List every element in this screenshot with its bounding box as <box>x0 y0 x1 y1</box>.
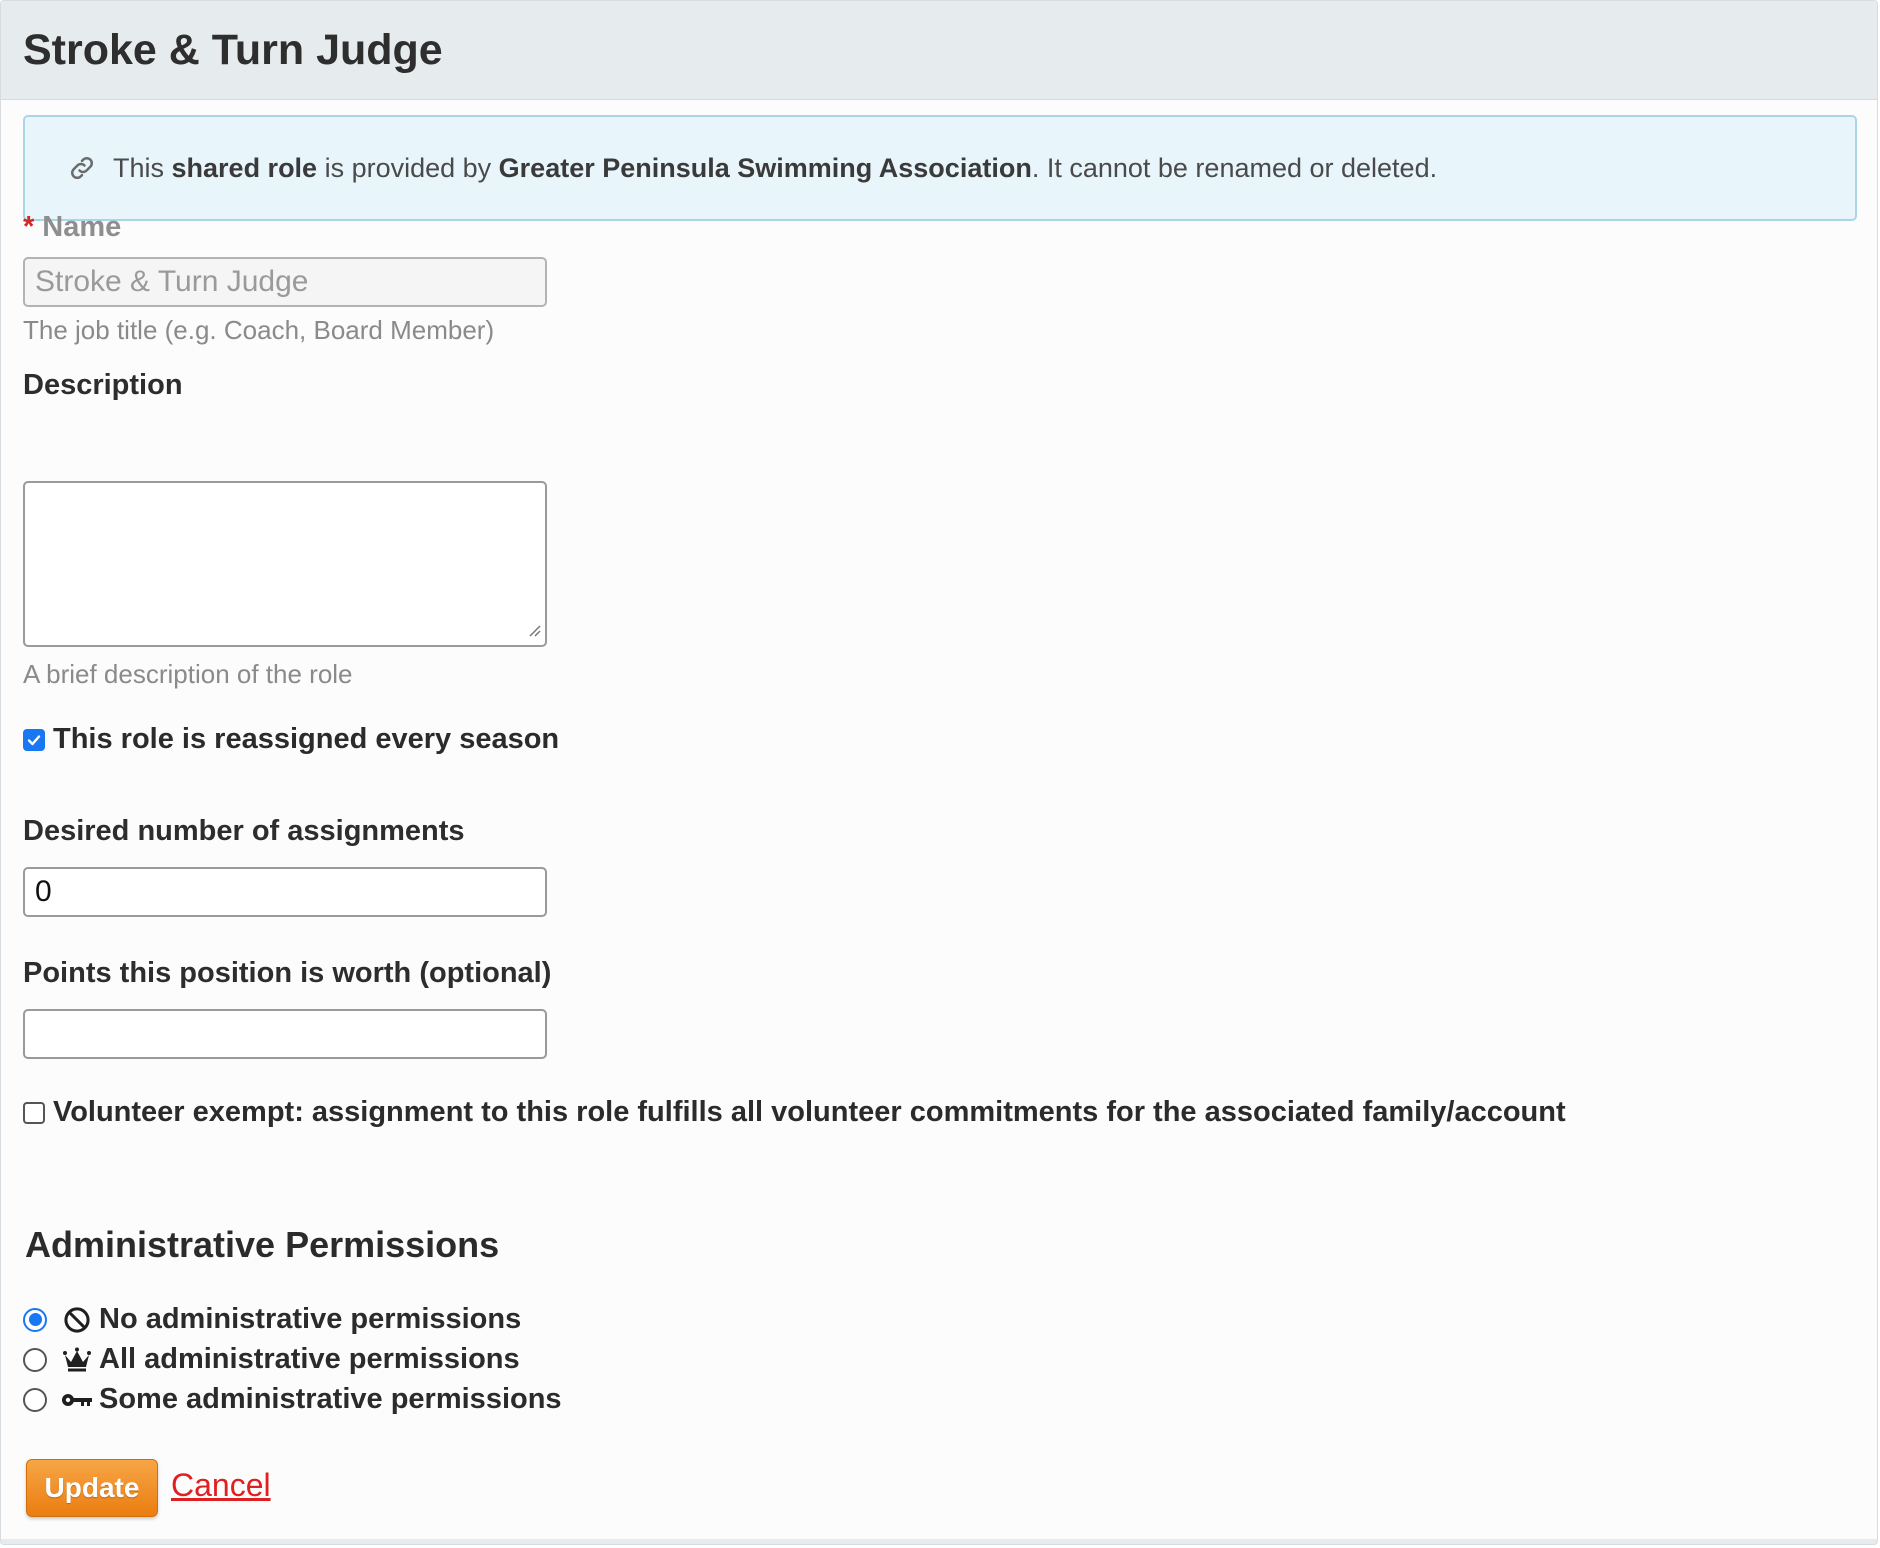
name-input[interactable] <box>23 257 547 307</box>
check-icon <box>26 732 42 748</box>
notice-text: This shared role is provided by Greater Peninsula Swimming Association. It cannot be renamed or deleted. <box>113 152 1438 183</box>
volunteer-exempt-label: Volunteer exempt: assignment to this role fulfills all volunteer commitments for the associated family/account <box>53 1096 1566 1128</box>
link-icon <box>67 153 97 183</box>
description-help: A brief description of the role <box>23 659 353 689</box>
page-title: Stroke & Turn Judge <box>23 25 443 74</box>
reassigned-checkbox-row[interactable] <box>23 723 559 756</box>
notice-provider: Greater Peninsula Swimming Association <box>498 152 1032 183</box>
permission-option-none[interactable] <box>23 1303 521 1336</box>
crown-icon <box>61 1346 93 1374</box>
points-input[interactable] <box>23 1009 547 1059</box>
update-button[interactable]: Update <box>26 1459 158 1517</box>
shared-role-notice <box>23 115 1857 221</box>
description-label: Description <box>23 369 183 401</box>
bottom-divider <box>1 1539 1878 1545</box>
permission-label-none: No administrative permissions <box>99 1303 522 1335</box>
volunteer-exempt-checkbox[interactable] <box>23 1102 45 1124</box>
notice-role-type: shared role <box>171 152 318 183</box>
reassigned-checkbox[interactable] <box>23 729 45 751</box>
description-textarea[interactable] <box>23 481 547 647</box>
permissions-title: Administrative Permissions <box>25 1224 500 1265</box>
name-help: The job title (e.g. Coach, Board Member) <box>23 315 495 345</box>
permission-radio-all[interactable] <box>23 1348 47 1372</box>
required-marker: * <box>23 211 35 243</box>
name-label: * Name <box>23 211 122 243</box>
desired-assignments-label: Desired number of assignments <box>23 815 465 847</box>
permission-label-some: Some administrative permissions <box>99 1383 562 1415</box>
cancel-link[interactable]: Cancel <box>171 1467 271 1503</box>
permission-option-some[interactable] <box>23 1383 562 1416</box>
desired-assignments-input[interactable] <box>23 867 547 917</box>
ban-icon <box>61 1306 93 1334</box>
reassigned-label: This role is reassigned every season <box>53 723 560 755</box>
key-icon <box>61 1386 93 1414</box>
points-label: Points this position is worth (optional) <box>23 957 552 989</box>
permission-radio-none[interactable] <box>23 1308 47 1332</box>
resize-grip-icon[interactable] <box>525 621 541 637</box>
permission-label-all: All administrative permissions <box>99 1343 520 1375</box>
permission-option-all[interactable] <box>23 1343 520 1376</box>
panel-header <box>1 1 1877 100</box>
permission-radio-some[interactable] <box>23 1388 47 1412</box>
volunteer-exempt-checkbox-row[interactable] <box>23 1096 1566 1129</box>
